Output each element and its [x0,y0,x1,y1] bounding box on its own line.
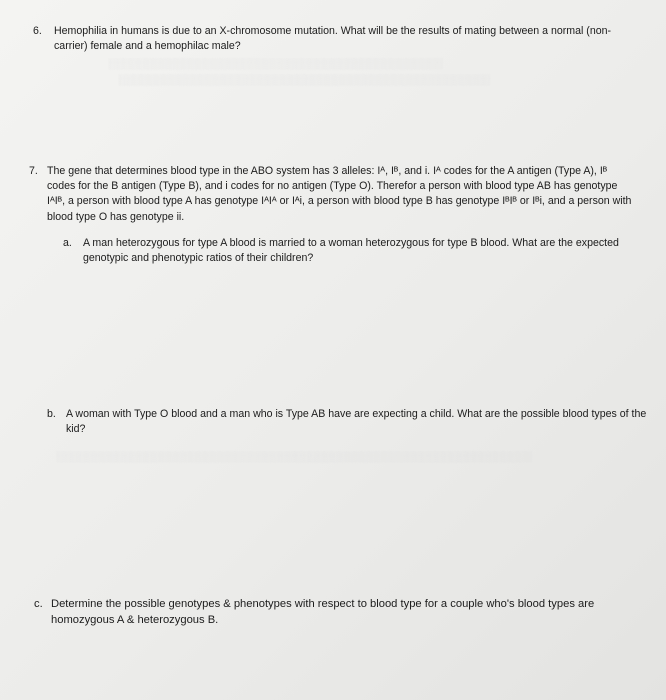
part-text: A woman with Type O blood and a man who is Type AB have are expecting a child. What are the possible blood types of the kid? [66,408,647,436]
bleed-through-text: ░░░░░░░░░░░░░░░░░░░░░░░░░░░░░░░░░░░░░░░░░░░░░ [108,58,443,70]
part-label: b. [47,408,56,420]
question-7 [29,164,635,225]
question-text: The gene that determines blood type in the ABO system has 3 alleles: Iᴬ, Iᴮ, and i. Iᴬ codes for the A antigen (Type A), Iᴮ codes for the B antigen (Type B), and i codes for no antigen (Type O). Therefor a person with blood type AB has genotype IᴬIᴮ, a person with blood type A has genotype IᴬIᴬ or Iᴬi, a person with blood type B has genotype IᴮIᴮ or Iᴮi, and a person with blood type O has genotype ii. [47,165,632,223]
question-7-part-a [63,236,643,266]
question-7-part-b [47,407,661,437]
question-7-part-c [34,596,654,628]
question-text: Hemophilia in humans is due to an X-chromosome mutation. What will be the results of mating between a normal (non-carrier) female and a hemophilac male? [54,25,612,53]
bleed-through-text: ░░░░░░░░░░░░░░░░░░░░░░░░░░░░░░░░░░░░░░░░░░░░░░░░░░░░░░░░░░░░░░░░ [56,451,533,463]
part-label: c. [34,598,43,610]
question-6 [33,24,613,54]
bleed-through-text: ░░░░░░░░░░░░░░░░░░░░░░░░░░░░░░░░░░░░░░░░░░░░░░░░░░ [118,74,490,86]
question-number: 6. [33,25,42,37]
question-number: 7. [29,165,38,177]
part-text: A man heterozygous for type A blood is married to a woman heterozygous for type B blood. What are the expected genotypic and phenotypic ratios of their children? [83,237,619,265]
part-label: a. [63,237,72,249]
part-text: Determine the possible genotypes & phenotypes with respect to blood type for a couple who's blood types are homozygous A & heterozygous B. [51,598,595,626]
